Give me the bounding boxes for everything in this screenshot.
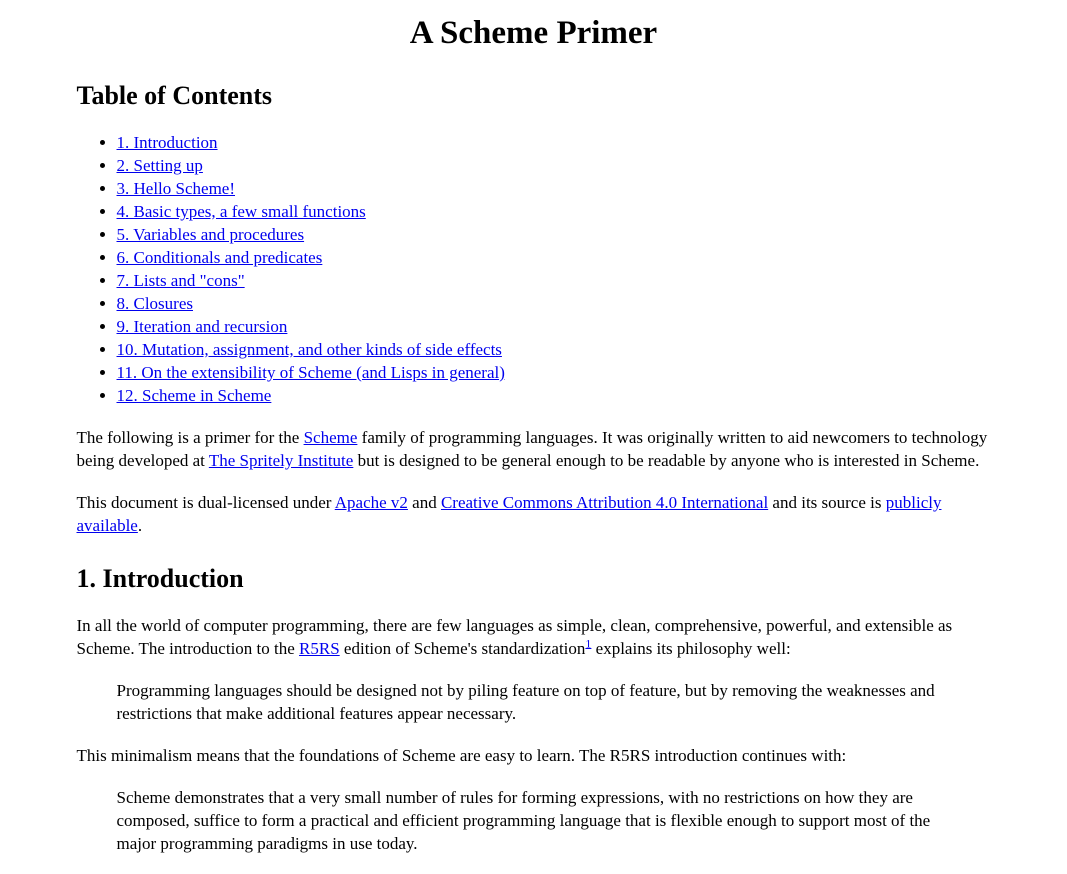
toc-link-scheme-in-scheme[interactable]: 12. Scheme in Scheme xyxy=(116,385,272,405)
creative-commons-link[interactable]: Creative Commons Attribution 4.0 International xyxy=(440,492,769,512)
toc-link-setting-up[interactable]: 2. Setting up xyxy=(116,155,203,175)
introduction-paragraph-text: edition of Scheme's standardization xyxy=(339,638,586,658)
scheme-link[interactable]: Scheme xyxy=(303,427,358,447)
toc-link-basic-types[interactable]: 4. Basic types, a few small functions xyxy=(116,201,366,221)
intro-paragraph-text: family of programming languages. It was originally written to aid newcomers to technology being developed at xyxy=(76,427,988,470)
footnote-1-link[interactable]: 1 xyxy=(585,636,592,651)
toc-item xyxy=(117,177,991,200)
toc-item xyxy=(117,131,991,154)
toc-item xyxy=(117,223,991,246)
license-paragraph-text: This document is dual-licensed under xyxy=(76,492,335,512)
license-paragraph-text: and xyxy=(407,492,441,512)
toc-item xyxy=(117,384,991,407)
document-page xyxy=(77,14,991,855)
toc-item xyxy=(117,200,991,223)
intro-paragraph xyxy=(77,426,991,472)
quote-text: Programming languages should be designed not by piling feature on top of feature, but by removing the weaknesses and restrictions that make additional features appear necessary. xyxy=(116,680,935,723)
toc-link-iteration-recursion[interactable]: 9. Iteration and recursion xyxy=(116,316,288,336)
license-paragraph-text: and its source is xyxy=(768,492,886,512)
toc-link-conditionals-predicates[interactable]: 6. Conditionals and predicates xyxy=(116,247,323,267)
spritely-institute-link[interactable]: The Spritely Institute xyxy=(208,450,354,470)
publicly-available-link[interactable]: publicly available xyxy=(76,492,942,535)
introduction-heading: 1. Introduction xyxy=(76,563,244,593)
toc-link-lists-cons[interactable]: 7. Lists and "cons" xyxy=(116,270,245,290)
table-of-contents xyxy=(77,131,991,407)
toc-link-variables-procedures[interactable]: 5. Variables and procedures xyxy=(116,224,305,244)
toc-item xyxy=(117,292,991,315)
toc-item xyxy=(117,269,991,292)
toc-link-extensibility[interactable]: 11. On the extensibility of Scheme (and Lisps in general) xyxy=(116,362,505,382)
toc-item xyxy=(117,246,991,269)
r5rs-rules-quote xyxy=(117,786,951,855)
toc-item xyxy=(117,315,991,338)
toc-link-closures[interactable]: 8. Closures xyxy=(116,293,193,313)
toc-heading: Table of Contents xyxy=(76,80,273,110)
apache-v2-link[interactable]: Apache v2 xyxy=(334,492,408,512)
page-title: A Scheme Primer xyxy=(409,15,658,51)
introduction-paragraph-1 xyxy=(77,614,991,660)
license-paragraph xyxy=(77,491,991,537)
introduction-paragraph-text: This minimalism means that the foundations of Scheme are easy to learn. The R5RS introduction continues with: xyxy=(76,745,847,765)
toc-item xyxy=(117,154,991,177)
introduction-paragraph-2 xyxy=(77,744,991,767)
r5rs-philosophy-quote xyxy=(117,679,951,725)
toc-link-introduction[interactable]: 1. Introduction xyxy=(116,132,218,152)
introduction-paragraph-text: explains its philosophy well: xyxy=(591,638,791,658)
introduction-paragraph-text: In all the world of computer programming, there are few languages as simple, clean, comprehensive, powerful, and extensible as Scheme. The introduction to the xyxy=(76,615,953,658)
toc-item xyxy=(117,338,991,361)
toc-link-hello-scheme[interactable]: 3. Hello Scheme! xyxy=(116,178,235,198)
license-paragraph-text: . xyxy=(137,515,143,535)
toc-item xyxy=(117,361,991,384)
intro-paragraph-text: The following is a primer for the xyxy=(76,427,304,447)
quote-text: Scheme demonstrates that a very small number of rules for forming expressions, with no restrictions on how they are composed, suffice to form a practical and efficient programming language that is flexible enough to support most of the major programming paradigms in use today. xyxy=(116,787,931,853)
toc-link-mutation-assignment[interactable]: 10. Mutation, assignment, and other kinds of side effects xyxy=(116,339,502,359)
intro-paragraph-text: but is designed to be general enough to be readable by anyone who is interested in Scheme. xyxy=(353,450,980,470)
r5rs-link[interactable]: R5RS xyxy=(299,638,340,658)
